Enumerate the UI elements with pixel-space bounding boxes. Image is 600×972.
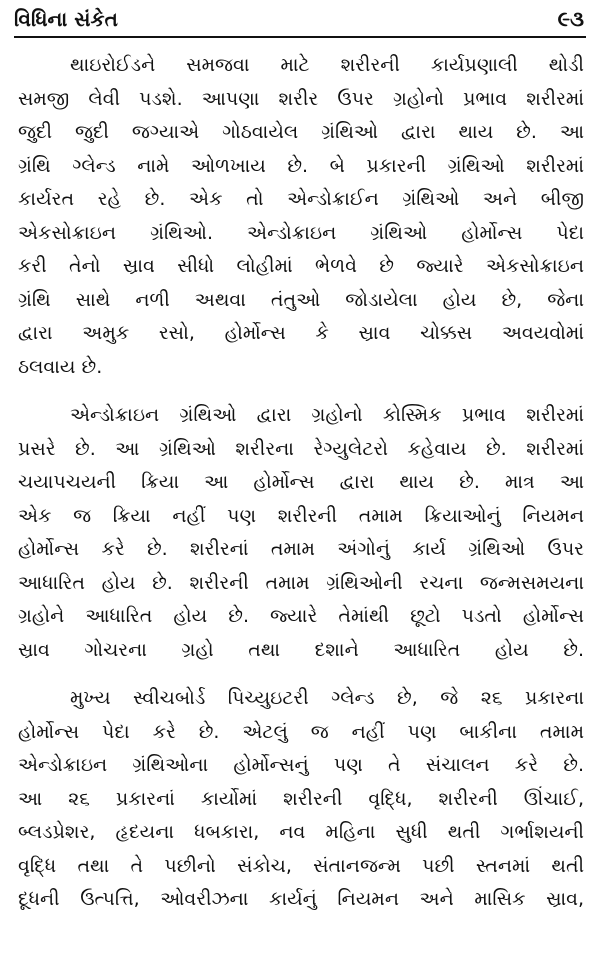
running-head: વિધિના સંકેત xyxy=(14,7,118,31)
text-line: આ ૨૬ પ્રકારનાં કાર્યોમાં શરીરની વૃદ્ધિ, શરીરની ઊંચાઈ, xyxy=(18,787,584,810)
text-line: વૃદ્ધિ તથા તે પછીનો સંકોચ, સંતાનજન્મ પછી સ્તનમાં થતી xyxy=(18,854,584,877)
text-line: એકસોક્રાઇન ગ્રંથિઓ. એન્ડોક્રાઇન ગ્રંથિઓ હોર્મોન્સ પેદા xyxy=(18,221,584,244)
text-line: ગ્રહોને આધારિત હોય છે. જ્યારે તેમાંથી છૂટો પડતો હોર્મોન્સ xyxy=(18,605,584,627)
text-line: આધારિત હોય છે. શરીરની તમામ ગ્રંથિઓની રચના જન્મસમયના xyxy=(18,571,584,594)
text-line: સમજી લેવી પડશે. આપણા શરીર ઉપર ગ્રહોનો પ્રભાવ શરીરમાં xyxy=(18,87,584,110)
text-line: ગ્રંથિ સાથે નળી અથવા તંતુઓ જોડાયેલા હોય છે, જેના xyxy=(18,288,584,311)
text-line: ગ્રંથિ ગ્લેન્ડ નામે ઓળખાય છે. બે પ્રકારની ગ્રંથિઓ શરીરમાં xyxy=(18,154,584,177)
text-line: એક જ ક્રિયા નહીં પણ શરીરની તમામ ક્રિયાઓનું નિયમન xyxy=(18,504,584,527)
text-line: પ્રસરે છે. આ ગ્રંથિઓ શરીરના રેગ્યુલેટરો કહેવાય છે. શરીરમાં xyxy=(18,437,584,460)
text-line: દ્વારા અમુક રસો, હોર્મોન્સ કે સ્રાવ ચોક્કસ અવયવોમાં xyxy=(18,322,584,344)
text-line: થાઇરોઈડને સમજવા માટે શરીરની કાર્યપ્રણાલી થોડી xyxy=(70,54,584,76)
text-line: દૂધની ઉત્પત્તિ, ઓવરીઝના કાર્યનું નિયમન અને માસિક સ્રાવ, xyxy=(18,888,584,910)
text-line: જુદી જુદી જગ્યાએ ગોઠવાયેલ ગ્રંથિઓ દ્વારા થાય છે. આ xyxy=(18,121,584,143)
text-line: મુખ્ય સ્વીચબોર્ડ પિચ્યુઇટરી ગ્લેન્ડ છે, જે ૨૬ પ્રકારના xyxy=(70,687,584,709)
body-text xyxy=(18,49,584,932)
page-number: ૯૩ xyxy=(557,7,584,31)
text-line: હોર્મોન્સ પેદા કરે છે. એટલું જ નહીં પણ બાકીના તમામ xyxy=(18,720,584,743)
text-line: ચયાપચયની ક્રિયા આ હોર્મોન્સ દ્વારા થાય છે. માત્ર આ xyxy=(18,471,584,493)
text-line: હોર્મોન્સ કરે છે. શરીરનાં તમામ અંગોનું કાર્ય ગ્રંથિઓ ઉપર xyxy=(18,538,584,560)
paragraph-1 xyxy=(18,49,584,384)
text-line: સ્રાવ ગોચરના ગ્રહો તથા દશાને આધારિત હોય છે. xyxy=(18,638,584,661)
text-line: કરી તેનો સ્રાવ સીધો લોહીમાં ભેળવે છે જ્યારે એકસોક્રાઇન xyxy=(18,255,584,277)
text-line: એન્ડોક્રાઇન ગ્રંથિઓના હોર્મોન્સનું પણ તે સંચાલન કરે છે. xyxy=(18,754,584,776)
text-line: એન્ડોક્રાઇન ગ્રંથિઓ દ્વારા ગ્રહોનો કોસ્મિક પ્રભાવ શરીરમાં xyxy=(70,404,584,426)
paragraph-3 xyxy=(18,682,584,917)
header-rule xyxy=(14,36,586,38)
text-line: ઠલવાય છે. xyxy=(18,355,103,378)
text-line: બ્લડપ્રેશર, હૃદયના ધબકારા, નવ મહિના સુધી થતી ગર્ભાશયની xyxy=(18,821,584,843)
page-header xyxy=(14,4,586,34)
paragraph-2 xyxy=(18,399,584,667)
text-line: કાર્યરત રહે છે. એક તો એન્ડોક્રાઈન ગ્રંથિઓ અને બીજી xyxy=(18,188,584,210)
